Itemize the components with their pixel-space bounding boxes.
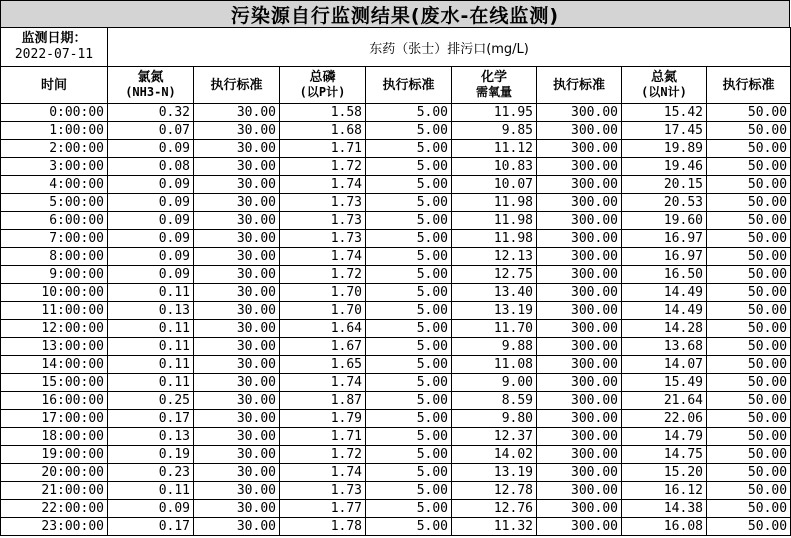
value-cell: 50.00 xyxy=(707,482,791,500)
value-cell: 0.09 xyxy=(108,230,194,248)
time-cell: 22:00:00 xyxy=(1,500,108,518)
value-cell: 1.77 xyxy=(280,500,366,518)
table-row xyxy=(1,284,791,302)
value-cell: 0.25 xyxy=(108,392,194,410)
value-cell: 11.08 xyxy=(452,356,537,374)
time-cell: 12:00:00 xyxy=(1,320,108,338)
value-cell: 0.19 xyxy=(108,446,194,464)
value-cell: 5.00 xyxy=(366,338,452,356)
table-row xyxy=(1,500,791,518)
value-cell: 0.17 xyxy=(108,518,194,536)
column-header xyxy=(622,67,707,104)
column-header-line1: 执行标准 xyxy=(552,77,605,93)
value-cell: 22.06 xyxy=(622,410,707,428)
column-header-line1: 总氮 xyxy=(650,70,677,85)
value-cell: 1.64 xyxy=(280,320,366,338)
value-cell: 1.72 xyxy=(280,266,366,284)
value-cell: 14.75 xyxy=(622,446,707,464)
value-cell: 14.02 xyxy=(452,446,537,464)
column-header xyxy=(537,67,622,104)
value-cell: 5.00 xyxy=(366,392,452,410)
table-row xyxy=(1,104,791,122)
time-cell: 2:00:00 xyxy=(1,140,108,158)
table-row xyxy=(1,482,791,500)
value-cell: 14.38 xyxy=(622,500,707,518)
value-cell: 1.70 xyxy=(280,284,366,302)
column-header xyxy=(280,67,366,104)
column-header-row xyxy=(1,67,791,104)
time-cell: 11:00:00 xyxy=(1,302,108,320)
value-cell: 50.00 xyxy=(707,356,791,374)
value-cell: 300.00 xyxy=(537,176,622,194)
column-header xyxy=(194,67,280,104)
value-cell: 16.12 xyxy=(622,482,707,500)
value-cell: 30.00 xyxy=(194,140,280,158)
value-cell: 5.00 xyxy=(366,158,452,176)
time-cell: 19:00:00 xyxy=(1,446,108,464)
column-header xyxy=(108,67,194,104)
value-cell: 0.09 xyxy=(108,500,194,518)
value-cell: 30.00 xyxy=(194,266,280,284)
table-row xyxy=(1,338,791,356)
value-cell: 12.75 xyxy=(452,266,537,284)
column-header-line1: 氯氮 xyxy=(137,70,164,85)
value-cell: 50.00 xyxy=(707,392,791,410)
table-row xyxy=(1,194,791,212)
value-cell: 1.72 xyxy=(280,446,366,464)
value-cell: 19.89 xyxy=(622,140,707,158)
value-cell: 30.00 xyxy=(194,302,280,320)
time-cell: 13:00:00 xyxy=(1,338,108,356)
table-row xyxy=(1,122,791,140)
value-cell: 300.00 xyxy=(537,500,622,518)
value-cell: 300.00 xyxy=(537,302,622,320)
value-cell: 50.00 xyxy=(707,500,791,518)
value-cell: 0.23 xyxy=(108,464,194,482)
value-cell: 300.00 xyxy=(537,284,622,302)
monitoring-table xyxy=(0,27,791,536)
value-cell: 30.00 xyxy=(194,212,280,230)
table-row xyxy=(1,464,791,482)
value-cell: 300.00 xyxy=(537,338,622,356)
value-cell: 50.00 xyxy=(707,248,791,266)
value-cell: 300.00 xyxy=(537,518,622,536)
value-cell: 5.00 xyxy=(366,248,452,266)
value-cell: 14.28 xyxy=(622,320,707,338)
table-body xyxy=(1,104,791,536)
time-cell: 21:00:00 xyxy=(1,482,108,500)
value-cell: 0.09 xyxy=(108,248,194,266)
value-cell: 300.00 xyxy=(537,212,622,230)
time-cell: 3:00:00 xyxy=(1,158,108,176)
value-cell: 30.00 xyxy=(194,446,280,464)
value-cell: 1.68 xyxy=(280,122,366,140)
value-cell: 13.68 xyxy=(622,338,707,356)
table-row xyxy=(1,230,791,248)
sheet-title: 污染源自行监测结果(废水-在线监测) xyxy=(0,0,790,28)
value-cell: 5.00 xyxy=(366,374,452,392)
time-cell: 7:00:00 xyxy=(1,230,108,248)
value-cell: 21.64 xyxy=(622,392,707,410)
column-header-line2: (NH3-N) xyxy=(125,85,176,99)
column-header-line1: 执行标准 xyxy=(382,77,435,93)
value-cell: 50.00 xyxy=(707,140,791,158)
value-cell: 5.00 xyxy=(366,482,452,500)
value-cell: 5.00 xyxy=(366,464,452,482)
value-cell: 30.00 xyxy=(194,194,280,212)
value-cell: 13.19 xyxy=(452,464,537,482)
value-cell: 30.00 xyxy=(194,482,280,500)
value-cell: 300.00 xyxy=(537,374,622,392)
value-cell: 20.53 xyxy=(622,194,707,212)
value-cell: 30.00 xyxy=(194,122,280,140)
column-header xyxy=(707,67,791,104)
value-cell: 5.00 xyxy=(366,140,452,158)
value-cell: 5.00 xyxy=(366,176,452,194)
value-cell: 30.00 xyxy=(194,176,280,194)
value-cell: 5.00 xyxy=(366,446,452,464)
value-cell: 30.00 xyxy=(194,356,280,374)
time-cell: 16:00:00 xyxy=(1,392,108,410)
value-cell: 14.07 xyxy=(622,356,707,374)
value-cell: 12.76 xyxy=(452,500,537,518)
value-cell: 1.67 xyxy=(280,338,366,356)
value-cell: 50.00 xyxy=(707,374,791,392)
time-cell: 5:00:00 xyxy=(1,194,108,212)
value-cell: 1.73 xyxy=(280,230,366,248)
time-cell: 6:00:00 xyxy=(1,212,108,230)
date-label: 监测日期： xyxy=(21,31,87,46)
value-cell: 50.00 xyxy=(707,338,791,356)
value-cell: 300.00 xyxy=(537,482,622,500)
value-cell: 11.32 xyxy=(452,518,537,536)
value-cell: 5.00 xyxy=(366,284,452,302)
value-cell: 0.09 xyxy=(108,212,194,230)
time-cell: 23:00:00 xyxy=(1,518,108,536)
table-row xyxy=(1,356,791,374)
value-cell: 9.00 xyxy=(452,374,537,392)
value-cell: 5.00 xyxy=(366,356,452,374)
value-cell: 13.19 xyxy=(452,302,537,320)
value-cell: 300.00 xyxy=(537,266,622,284)
value-cell: 30.00 xyxy=(194,284,280,302)
value-cell: 50.00 xyxy=(707,266,791,284)
value-cell: 1.58 xyxy=(280,104,366,122)
date-value: 2022-07-11 xyxy=(14,47,94,62)
value-cell: 1.71 xyxy=(280,140,366,158)
value-cell: 20.15 xyxy=(622,176,707,194)
value-cell: 0.09 xyxy=(108,140,194,158)
value-cell: 5.00 xyxy=(366,428,452,446)
value-cell: 1.65 xyxy=(280,356,366,374)
value-cell: 1.73 xyxy=(280,482,366,500)
value-cell: 11.95 xyxy=(452,104,537,122)
table-row xyxy=(1,140,791,158)
value-cell: 50.00 xyxy=(707,320,791,338)
value-cell: 300.00 xyxy=(537,248,622,266)
table-row xyxy=(1,320,791,338)
value-cell: 30.00 xyxy=(194,464,280,482)
value-cell: 9.85 xyxy=(452,122,537,140)
value-cell: 300.00 xyxy=(537,230,622,248)
value-cell: 0.11 xyxy=(108,320,194,338)
time-cell: 9:00:00 xyxy=(1,266,108,284)
column-header-line2: (以N计) xyxy=(641,85,687,99)
value-cell: 19.60 xyxy=(622,212,707,230)
value-cell: 30.00 xyxy=(194,428,280,446)
value-cell: 1.73 xyxy=(280,194,366,212)
value-cell: 0.32 xyxy=(108,104,194,122)
column-header-line1: 总磷 xyxy=(309,70,336,85)
value-cell: 5.00 xyxy=(366,266,452,284)
time-cell: 4:00:00 xyxy=(1,176,108,194)
value-cell: 30.00 xyxy=(194,410,280,428)
value-cell: 300.00 xyxy=(537,320,622,338)
column-header xyxy=(366,67,452,104)
column-header-line1: 时间 xyxy=(40,77,67,93)
value-cell: 12.13 xyxy=(452,248,537,266)
value-cell: 50.00 xyxy=(707,194,791,212)
value-cell: 11.98 xyxy=(452,212,537,230)
value-cell: 300.00 xyxy=(537,122,622,140)
value-cell: 1.71 xyxy=(280,428,366,446)
value-cell: 30.00 xyxy=(194,500,280,518)
time-cell: 8:00:00 xyxy=(1,248,108,266)
value-cell: 300.00 xyxy=(537,158,622,176)
value-cell: 50.00 xyxy=(707,410,791,428)
value-cell: 50.00 xyxy=(707,284,791,302)
table-row xyxy=(1,176,791,194)
value-cell: 300.00 xyxy=(537,410,622,428)
value-cell: 1.87 xyxy=(280,392,366,410)
value-cell: 300.00 xyxy=(537,356,622,374)
value-cell: 50.00 xyxy=(707,104,791,122)
value-cell: 30.00 xyxy=(194,392,280,410)
value-cell: 0.17 xyxy=(108,410,194,428)
value-cell: 30.00 xyxy=(194,374,280,392)
value-cell: 5.00 xyxy=(366,230,452,248)
value-cell: 0.11 xyxy=(108,356,194,374)
time-cell: 20:00:00 xyxy=(1,464,108,482)
value-cell: 300.00 xyxy=(537,428,622,446)
value-cell: 300.00 xyxy=(537,104,622,122)
value-cell: 5.00 xyxy=(366,410,452,428)
value-cell: 1.74 xyxy=(280,248,366,266)
value-cell: 11.98 xyxy=(452,230,537,248)
value-cell: 5.00 xyxy=(366,194,452,212)
value-cell: 300.00 xyxy=(537,392,622,410)
value-cell: 50.00 xyxy=(707,230,791,248)
value-cell: 14.49 xyxy=(622,284,707,302)
value-cell: 50.00 xyxy=(707,158,791,176)
value-cell: 1.74 xyxy=(280,374,366,392)
value-cell: 1.72 xyxy=(280,158,366,176)
value-cell: 0.13 xyxy=(108,428,194,446)
value-cell: 14.49 xyxy=(622,302,707,320)
time-cell: 0:00:00 xyxy=(1,104,108,122)
value-cell: 15.49 xyxy=(622,374,707,392)
value-cell: 8.59 xyxy=(452,392,537,410)
value-cell: 0.07 xyxy=(108,122,194,140)
table-row xyxy=(1,266,791,284)
value-cell: 30.00 xyxy=(194,248,280,266)
value-cell: 11.98 xyxy=(452,194,537,212)
value-cell: 13.40 xyxy=(452,284,537,302)
value-cell: 30.00 xyxy=(194,104,280,122)
table-row xyxy=(1,302,791,320)
value-cell: 5.00 xyxy=(366,320,452,338)
table-row xyxy=(1,518,791,536)
value-cell: 1.70 xyxy=(280,302,366,320)
value-cell: 5.00 xyxy=(366,104,452,122)
column-header xyxy=(1,67,108,104)
value-cell: 50.00 xyxy=(707,302,791,320)
value-cell: 1.78 xyxy=(280,518,366,536)
value-cell: 0.11 xyxy=(108,284,194,302)
value-cell: 0.09 xyxy=(108,176,194,194)
value-cell: 1.79 xyxy=(280,410,366,428)
value-cell: 0.11 xyxy=(108,482,194,500)
time-cell: 14:00:00 xyxy=(1,356,108,374)
column-header-line1: 化学 xyxy=(480,70,507,85)
monitoring-date-cell xyxy=(1,28,108,67)
value-cell: 5.00 xyxy=(366,212,452,230)
table-row xyxy=(1,446,791,464)
value-cell: 14.79 xyxy=(622,428,707,446)
value-cell: 30.00 xyxy=(194,158,280,176)
value-cell: 11.70 xyxy=(452,320,537,338)
value-cell: 19.46 xyxy=(622,158,707,176)
value-cell: 15.20 xyxy=(622,464,707,482)
value-cell: 50.00 xyxy=(707,212,791,230)
time-cell: 1:00:00 xyxy=(1,122,108,140)
time-cell: 15:00:00 xyxy=(1,374,108,392)
value-cell: 0.11 xyxy=(108,374,194,392)
column-header xyxy=(452,67,537,104)
value-cell: 17.45 xyxy=(622,122,707,140)
value-cell: 30.00 xyxy=(194,230,280,248)
value-cell: 5.00 xyxy=(366,122,452,140)
value-cell: 50.00 xyxy=(707,176,791,194)
value-cell: 0.11 xyxy=(108,338,194,356)
value-cell: 0.13 xyxy=(108,302,194,320)
value-cell: 30.00 xyxy=(194,518,280,536)
value-cell: 1.74 xyxy=(280,176,366,194)
column-header-line2: (以P计) xyxy=(299,85,346,99)
column-header-line1: 执行标准 xyxy=(210,77,263,93)
value-cell: 16.50 xyxy=(622,266,707,284)
value-cell: 1.74 xyxy=(280,464,366,482)
value-cell: 16.97 xyxy=(622,248,707,266)
value-cell: 300.00 xyxy=(537,464,622,482)
value-cell: 30.00 xyxy=(194,320,280,338)
value-cell: 50.00 xyxy=(707,518,791,536)
value-cell: 15.42 xyxy=(622,104,707,122)
value-cell: 16.97 xyxy=(622,230,707,248)
time-cell: 10:00:00 xyxy=(1,284,108,302)
value-cell: 12.78 xyxy=(452,482,537,500)
value-cell: 9.80 xyxy=(452,410,537,428)
table-row xyxy=(1,392,791,410)
value-cell: 300.00 xyxy=(537,194,622,212)
value-cell: 0.09 xyxy=(108,266,194,284)
table-row xyxy=(1,248,791,266)
time-cell: 17:00:00 xyxy=(1,410,108,428)
value-cell: 5.00 xyxy=(366,500,452,518)
value-cell: 1.73 xyxy=(280,212,366,230)
value-cell: 9.88 xyxy=(452,338,537,356)
table-row xyxy=(1,212,791,230)
value-cell: 0.09 xyxy=(108,194,194,212)
column-header-line1: 执行标准 xyxy=(722,77,775,93)
site-name: 东药（张士）排污口(mg/L) xyxy=(108,28,791,67)
column-header-line2: 需氧量 xyxy=(475,85,512,99)
table-row xyxy=(1,428,791,446)
value-cell: 50.00 xyxy=(707,122,791,140)
value-cell: 0.08 xyxy=(108,158,194,176)
value-cell: 5.00 xyxy=(366,302,452,320)
value-cell: 50.00 xyxy=(707,446,791,464)
value-cell: 10.83 xyxy=(452,158,537,176)
value-cell: 50.00 xyxy=(707,464,791,482)
value-cell: 16.08 xyxy=(622,518,707,536)
value-cell: 11.12 xyxy=(452,140,537,158)
table-row xyxy=(1,158,791,176)
table-row xyxy=(1,374,791,392)
value-cell: 300.00 xyxy=(537,140,622,158)
time-cell: 18:00:00 xyxy=(1,428,108,446)
value-cell: 50.00 xyxy=(707,428,791,446)
value-cell: 10.07 xyxy=(452,176,537,194)
value-cell: 300.00 xyxy=(537,446,622,464)
table-row xyxy=(1,410,791,428)
value-cell: 12.37 xyxy=(452,428,537,446)
value-cell: 30.00 xyxy=(194,338,280,356)
value-cell: 5.00 xyxy=(366,518,452,536)
